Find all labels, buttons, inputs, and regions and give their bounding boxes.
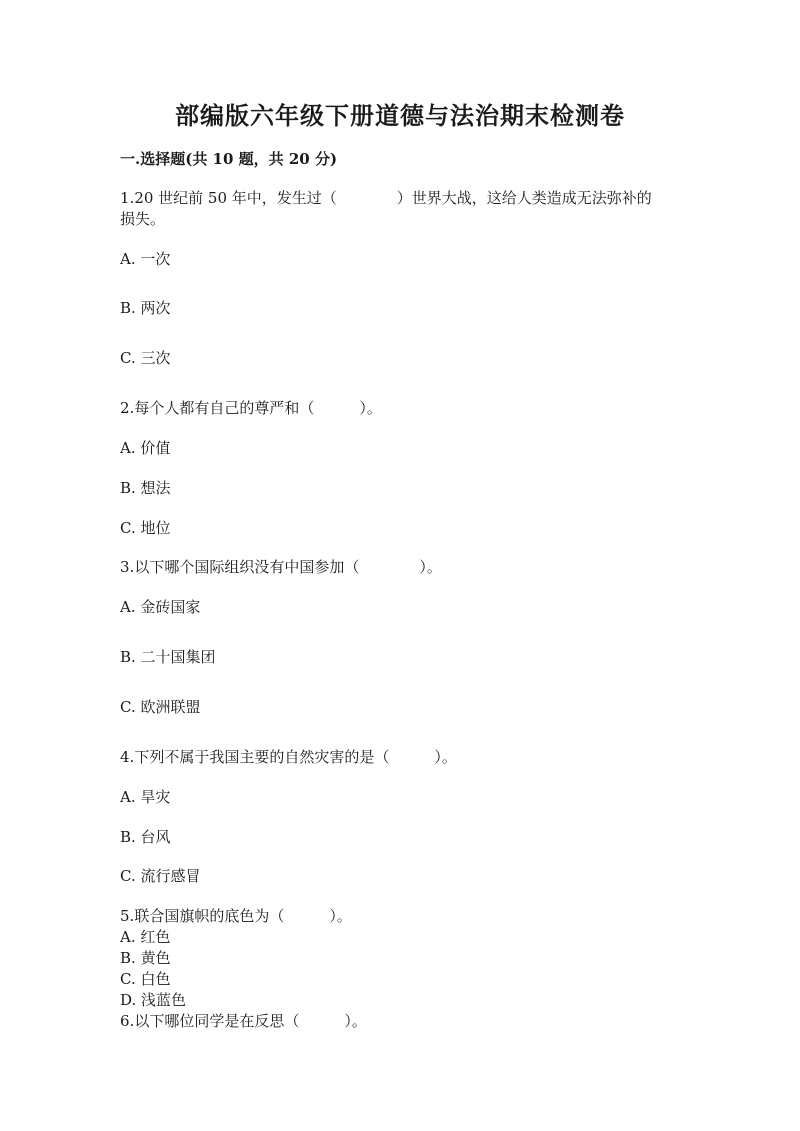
question-1-stem — [120, 188, 652, 208]
question-number: 4. — [120, 748, 135, 766]
question-number: 5. — [120, 907, 135, 925]
question-number: 2. — [120, 399, 135, 417]
question-2-stem — [120, 398, 382, 418]
question-text: 20 世纪前 50 年中，发生过（ ）世界大战，这给人类造成无法弥补的 — [134, 189, 652, 207]
question-text: 联合国旗帜的底色为（ ）。 — [134, 907, 352, 925]
question-5-option-d: D. 浅蓝色 — [120, 991, 187, 1009]
question-3-option-b: B. 二十国集团 — [120, 648, 216, 666]
question-text: 下列不属于我国主要的自然灾害的是（ ）。 — [134, 748, 457, 766]
question-2-option-c: C. 地位 — [120, 519, 171, 537]
question-number: 1. — [120, 189, 135, 207]
question-1-option-c: C. 三次 — [120, 349, 171, 367]
question-1-stem-continued: 损失。 — [120, 210, 166, 228]
section-heading: 一.选择题(共 10 题，共 20 分) — [120, 150, 338, 168]
question-number: 3. — [120, 558, 135, 576]
question-1-option-a: A. 一次 — [120, 250, 171, 268]
page-title: 部编版六年级下册道德与法治期末检测卷 — [175, 101, 625, 130]
question-4-option-a: A. 旱灾 — [120, 788, 171, 806]
question-text: 每个人都有自己的尊严和（ ）。 — [134, 399, 382, 417]
question-3-option-c: C. 欧洲联盟 — [120, 698, 201, 716]
question-text: 以下哪个国际组织没有中国参加（ ）。 — [134, 558, 442, 576]
question-5-option-c: C. 白色 — [120, 970, 171, 988]
question-6-stem — [120, 1011, 367, 1031]
question-2-option-b: B. 想法 — [120, 479, 171, 497]
question-4-option-c: C. 流行感冒 — [120, 867, 201, 885]
question-text: 以下哪位同学是在反思（ ）。 — [134, 1012, 367, 1030]
question-number: 6. — [120, 1012, 135, 1030]
question-3-option-a: A. 金砖国家 — [120, 598, 201, 616]
question-3-stem — [120, 557, 442, 577]
question-5-option-b: B. 黄色 — [120, 949, 171, 967]
question-1-option-b: B. 两次 — [120, 299, 171, 317]
question-5-stem — [120, 906, 352, 926]
question-4-option-b: B. 台风 — [120, 828, 171, 846]
question-2-option-a: A. 价值 — [120, 439, 171, 457]
question-4-stem — [120, 747, 457, 767]
question-5-option-a: A. 红色 — [120, 928, 171, 946]
